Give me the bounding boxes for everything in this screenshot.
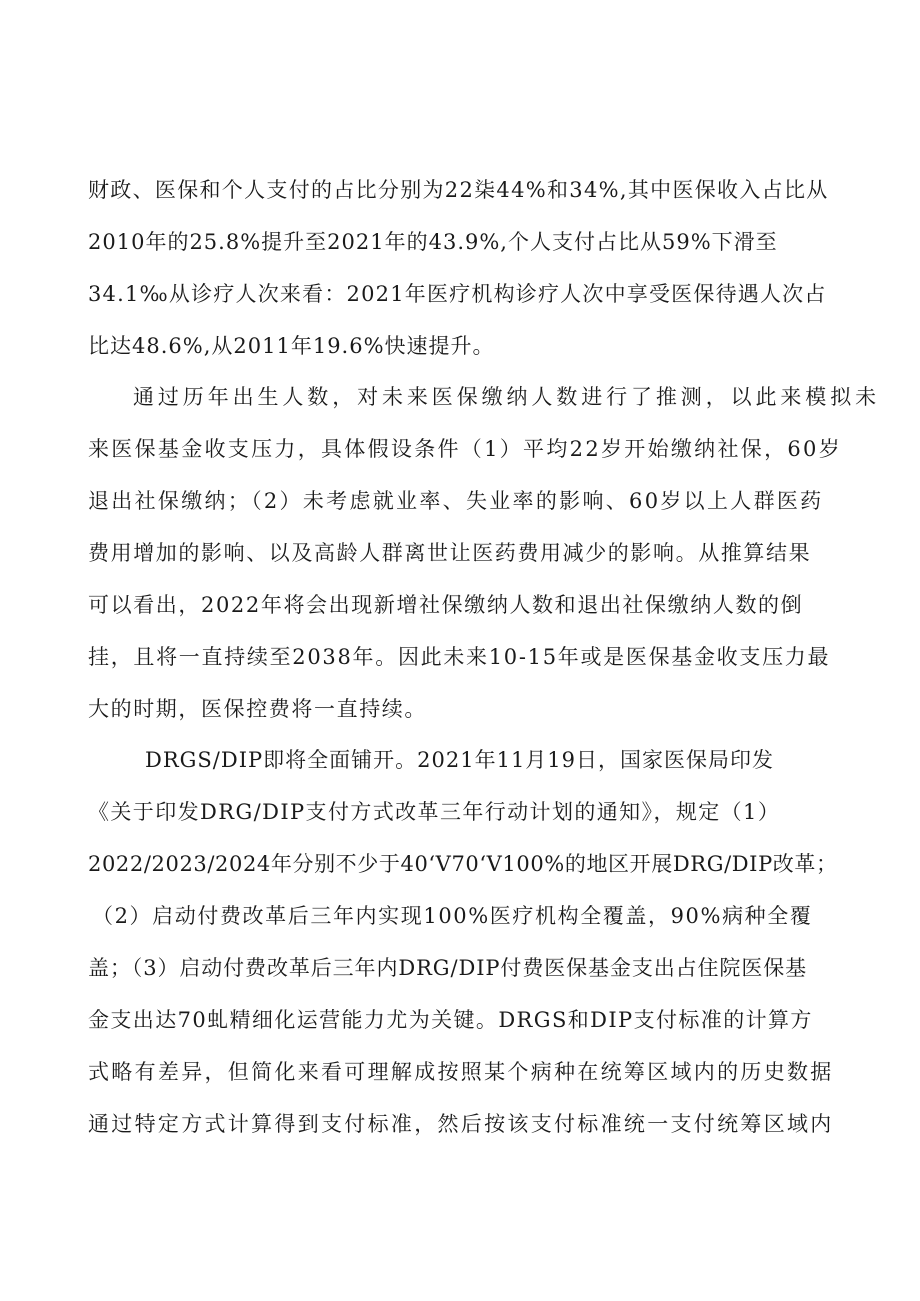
paragraph-2-line-2: 来医保基金收支压力，具体假设条件（1）平均22岁开始缴纳社保，60岁 [88,437,843,461]
paragraph-3-line-1: DRGS/DIP即将全面铺开。2021年11月19日，国家医保局印发 [145,748,775,772]
paragraph-2-line-7: 大的时期，医保控费将一直持续。 [88,697,427,721]
paragraph-3-line-7: 式略有差异，但简化来看可理解成按照某个病种在统筹区域内的历史数据 [88,1060,834,1084]
paragraph-3-line-5: 盖；（3）启动付费改革后三年内DRG/DIP付费医保基金支出占住院医保基 [88,956,808,980]
paragraph-2-line-3: 退出社保缴纳；（2）未考虑就业率、失业率的影响、60岁以上人群医药 [88,489,824,513]
paragraph-2-line-4: 费用增加的影响、以及高龄人群离世让医药费用减少的影响。从推算结果 [88,541,812,565]
paragraph-2-line-1: 通过历年出生人数，对未来医保缴纳人数进行了推测，以此来模拟未 [133,385,880,409]
paragraph-2-line-5: 可以看出，2022年将会出现新增社保缴纳人数和退出社保缴纳人数的倒 [88,593,804,617]
paragraph-3-line-8: 通过特定方式计算得到支付标准，然后按该支付标准统一支付统筹区域内 [88,1112,834,1136]
paragraph-1-line-4: 比达48.6%,从2011年19.6%快速提升。 [88,334,495,358]
paragraph-3-line-3: 2022/2023/2024年分别不少于40‘V70‘V100%的地区开展DRG/DIP改革； [88,852,838,876]
paragraph-1-line-3: 34.1‰从诊疗人次来看：2021年医疗机构诊疗人次中享受医保待遇人次占 [88,282,827,306]
paragraph-1-line-2: 2010年的25.8%提升至2021年的43.9%,个人支付占比从59%下滑至 [88,230,778,254]
paragraph-3-line-4: （2）启动付费改革后三年内实现100%医疗机构全覆盖，90%病种全覆 [92,904,813,928]
paragraph-1-line-1: 财政、医保和个人支付的占比分别为22柒44%和34%,其中医保收入占比从 [88,178,829,202]
paragraph-3-line-2: 《关于印发DRG/DIP支付方式改革三年行动计划的通知》，规定（1） [88,800,781,824]
paragraph-2-line-6: 挂，且将一直持续至2038年。因此未来10-15年或是医保基金收支压力最 [88,645,831,669]
paragraph-3-line-6: 金支出达70虬精细化运营能力尤为关键。DRGS和DIP支付标准的计算方 [88,1008,813,1032]
